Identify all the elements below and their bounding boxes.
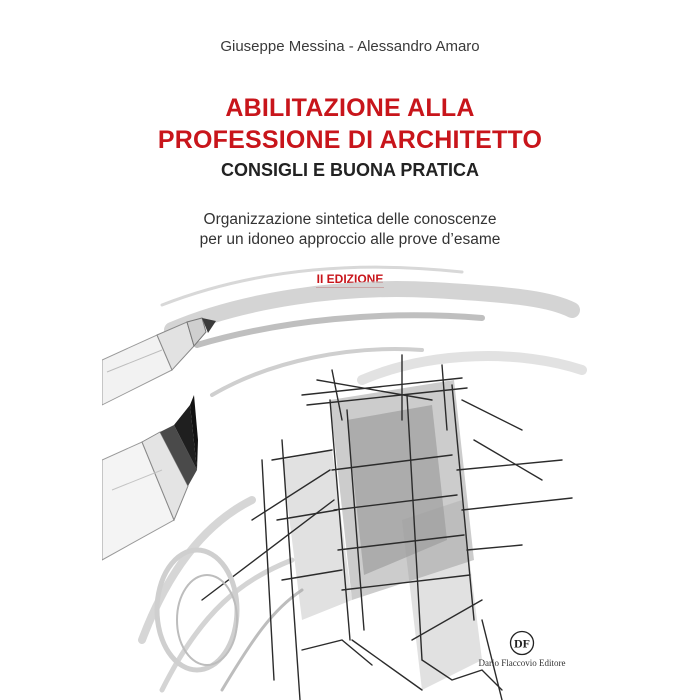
sketch-circles [157, 550, 237, 670]
publisher-logo-icon [509, 630, 535, 656]
book-subtitle: CONSIGLI E BUONA PRATICA [220, 160, 479, 180]
authors: Giuseppe Messina - Alessandro Amaro [220, 38, 480, 55]
description-line-1: Organizzazione sintetica delle conoscenze [203, 211, 497, 228]
description-line-2: per un idoneo approccio alle prove d’esame [199, 231, 501, 248]
book-cover [102, 0, 598, 700]
brush-pen-icon [102, 395, 198, 560]
publisher-block [452, 630, 592, 668]
edition-text: II EDIZIONE [316, 272, 384, 286]
cover-illustration [102, 0, 598, 700]
publisher-logo-letters: DF [514, 636, 530, 651]
marker-pen-icon [102, 318, 216, 405]
publisher-name: Dario Flaccovio Editore [478, 658, 566, 668]
title-line-1: ABILITAZIONE ALLA [225, 94, 475, 122]
title-line-2: PROFESSIONE DI ARCHITETTO [157, 126, 543, 154]
